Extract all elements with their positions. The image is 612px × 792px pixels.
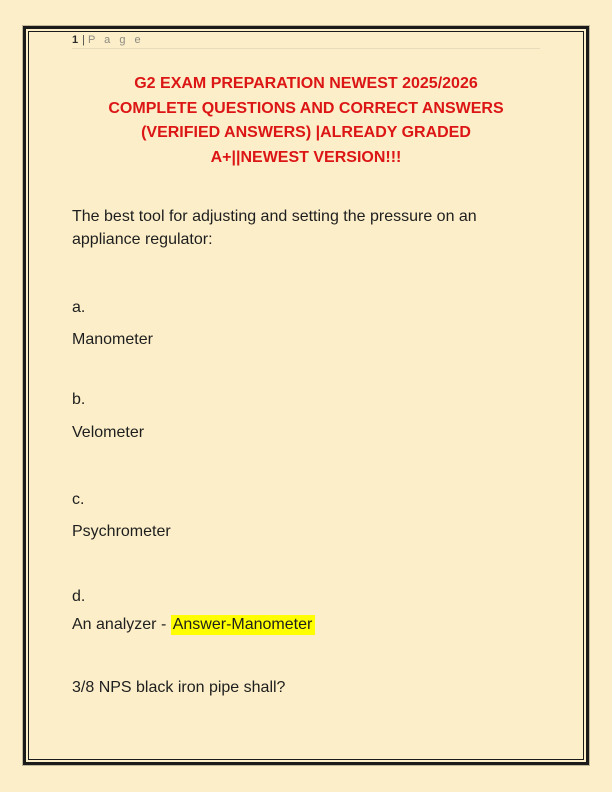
answer-highlight: Answer-Manometer — [171, 615, 316, 635]
title-line-4: A+||NEWEST VERSION!!! — [210, 148, 402, 166]
page-number: 1 — [72, 34, 79, 46]
title-line-1: G2 EXAM PREPARATION NEWEST 2025/2026 — [134, 75, 478, 92]
title-line-3: (VERIFIED ANSWERS) |ALREADY GRADED — [141, 124, 471, 141]
option-c-letter: c. — [72, 491, 85, 508]
option-b-text: Velometer — [72, 424, 145, 441]
question-1-line-1: The best tool for adjusting and setting the pressure on an — [72, 208, 477, 225]
option-c-text: Psychrometer — [72, 523, 171, 540]
exam-title — [60, 72, 552, 170]
header-rule — [72, 48, 540, 49]
option-d-text — [72, 613, 552, 636]
option-a-text: Manometer — [72, 331, 153, 348]
question-2-text: 3/8 NPS black iron pipe shall? — [72, 679, 286, 696]
option-d-letter: d. — [72, 588, 86, 605]
header-page-label: P a g e — [87, 34, 144, 46]
option-a-letter: a. — [72, 299, 86, 316]
option-b-letter: b. — [72, 391, 86, 408]
title-line-2: COMPLETE QUESTIONS AND CORRECT ANSWERS — [108, 99, 504, 117]
header-divider: | — [82, 34, 85, 46]
question-1-line-2: appliance regulator: — [72, 231, 213, 248]
page-header — [72, 33, 144, 47]
option-d-prefix: An analyzer - — [72, 616, 171, 633]
